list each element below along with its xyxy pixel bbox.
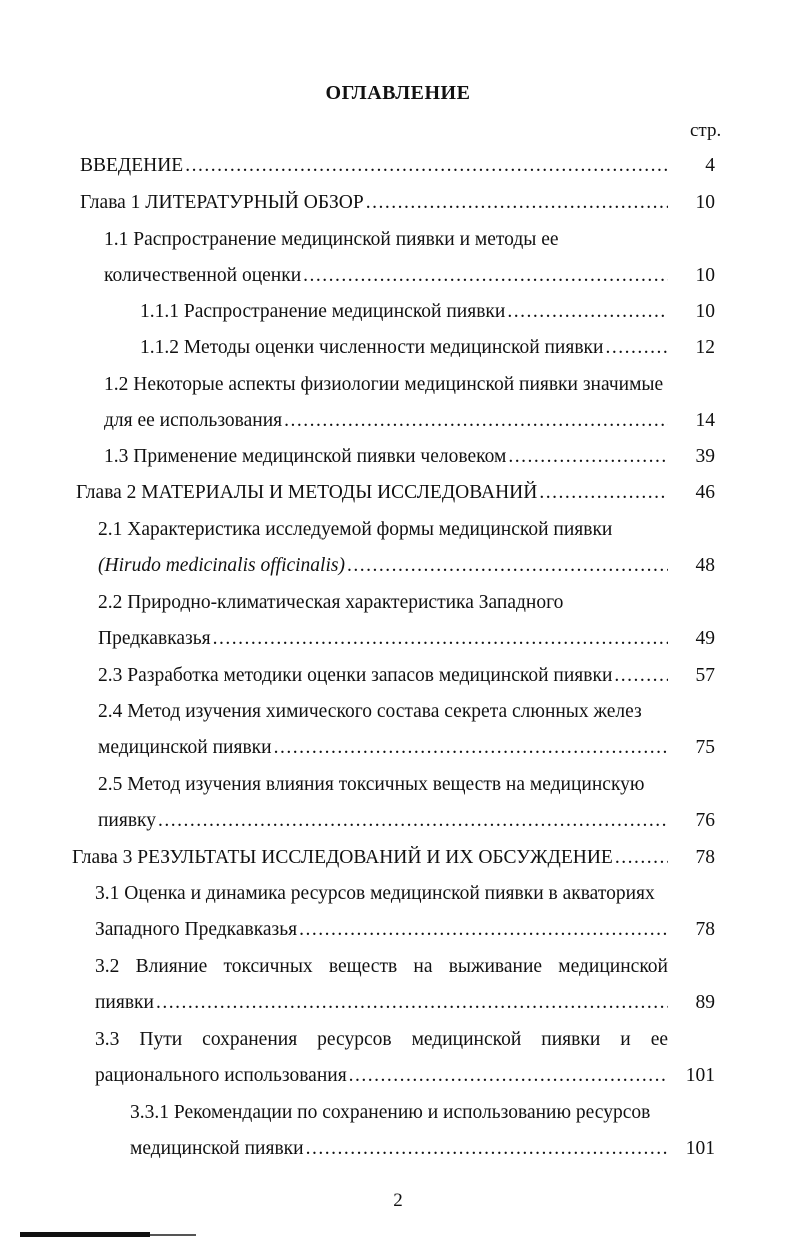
toc-entry-chapter-2: Глава 2 МАТЕРИАЛЫ И МЕТОДЫ ИССЛЕДОВАНИЙ ..... xyxy=(76,478,668,508)
toc-entry-2-4-line1: 2.4 Метод изучения химического состава секрета слюнных желез xyxy=(98,701,642,722)
scan-artifact xyxy=(150,1234,196,1236)
toc-page: 10 xyxy=(695,265,715,286)
toc-page: 78 xyxy=(695,847,715,868)
toc-page: 75 xyxy=(695,737,715,758)
toc-entry-1-1-2: 1.1.2 Методы оценки численности медицинской пиявки ..... xyxy=(140,333,668,363)
page-number: 2 xyxy=(393,1190,403,1211)
toc-page: 101 xyxy=(685,1065,715,1086)
toc-entry-1-2: для ее использования ..... xyxy=(104,406,668,436)
toc-entry-3-3: рационального использования ..... xyxy=(95,1061,668,1091)
toc-entry-2-2-line1: 2.2 Природно-климатическая характеристика Западного xyxy=(98,592,564,613)
toc-entry-2-4: медицинской пиявки ..... xyxy=(98,733,668,763)
toc-entry-2-1-line1: 2.1 Характеристика исследуемой формы медицинской пиявки xyxy=(98,519,613,540)
toc-entry-1-1: количественной оценки ..... xyxy=(104,261,668,291)
toc-page: 46 xyxy=(695,482,715,503)
toc-page: 49 xyxy=(695,628,715,649)
toc-entry-1-1-line1: 1.1 Распространение медицинской пиявки и методы ее xyxy=(104,229,559,250)
toc-page: 10 xyxy=(695,192,715,213)
toc-page: 76 xyxy=(695,810,715,831)
toc-entry-2-3: 2.3 Разработка методики оценки запасов медицинской пиявки ..... xyxy=(98,661,668,691)
scan-artifact xyxy=(20,1232,150,1237)
toc-entry-1-3: 1.3 Применение медицинской пиявки человеком ..... xyxy=(104,442,668,472)
toc-page: 48 xyxy=(695,555,715,576)
toc-entry-chapter-3: Глава 3 РЕЗУЛЬТАТЫ ИССЛЕДОВАНИЙ И ИХ ОБСУЖДЕНИЕ ..... xyxy=(72,843,668,873)
toc-entry-2-2: Предкавказья ..... xyxy=(98,624,668,654)
toc-page: 10 xyxy=(695,301,715,322)
toc-entry-2-1: (Hirudo medicinalis officinalis) ..... xyxy=(98,551,668,581)
page-column-label: стр. xyxy=(690,120,722,141)
toc-page: 89 xyxy=(695,992,715,1013)
toc-entry-3-3-1-line1: 3.3.1 Рекомендации по сохранению и использованию ресурсов xyxy=(130,1102,651,1123)
toc-title: ОГЛАВЛЕНИЕ xyxy=(325,82,471,104)
toc-entry-3-1: Западного Предкавказья ..... xyxy=(95,915,668,945)
toc-entry-introduction: ВВЕДЕНИЕ ..... xyxy=(80,151,668,181)
toc-page: 12 xyxy=(695,337,715,358)
toc-entry-3-3-line1: 3.3 Пути сохранения ресурсов медицинской пиявки и ее xyxy=(95,1029,668,1050)
toc-entry-1-2-line1: 1.2 Некоторые аспекты физиологии медицинской пиявки значимые xyxy=(104,374,664,395)
toc-entry-2-5-line1: 2.5 Метод изучения влияния токсичных веществ на медицинскую xyxy=(98,774,645,795)
toc-entry-3-3-1: медицинской пиявки ..... xyxy=(130,1134,668,1164)
toc-page: 4 xyxy=(705,155,715,176)
toc-page: 78 xyxy=(695,919,715,940)
toc-page: 39 xyxy=(695,446,715,467)
toc-page: 101 xyxy=(685,1138,715,1159)
toc-page: 57 xyxy=(695,665,715,686)
toc-entry-chapter-1: Глава 1 ЛИТЕРАТУРНЫЙ ОБЗОР ..... xyxy=(80,188,668,218)
toc-entry-3-2-line1: 3.2 Влияние токсичных веществ на выживание медицинской xyxy=(95,956,668,977)
toc-entry-1-1-1: 1.1.1 Распространение медицинской пиявки ..... xyxy=(140,297,668,327)
toc-entry-3-1-line1: 3.1 Оценка и динамика ресурсов медицинской пиявки в акваториях xyxy=(95,883,655,904)
toc-entry-2-5: пиявку ..... xyxy=(98,806,668,836)
toc-page: 14 xyxy=(695,410,715,431)
toc-entry-3-2: пиявки ..... xyxy=(95,988,668,1018)
